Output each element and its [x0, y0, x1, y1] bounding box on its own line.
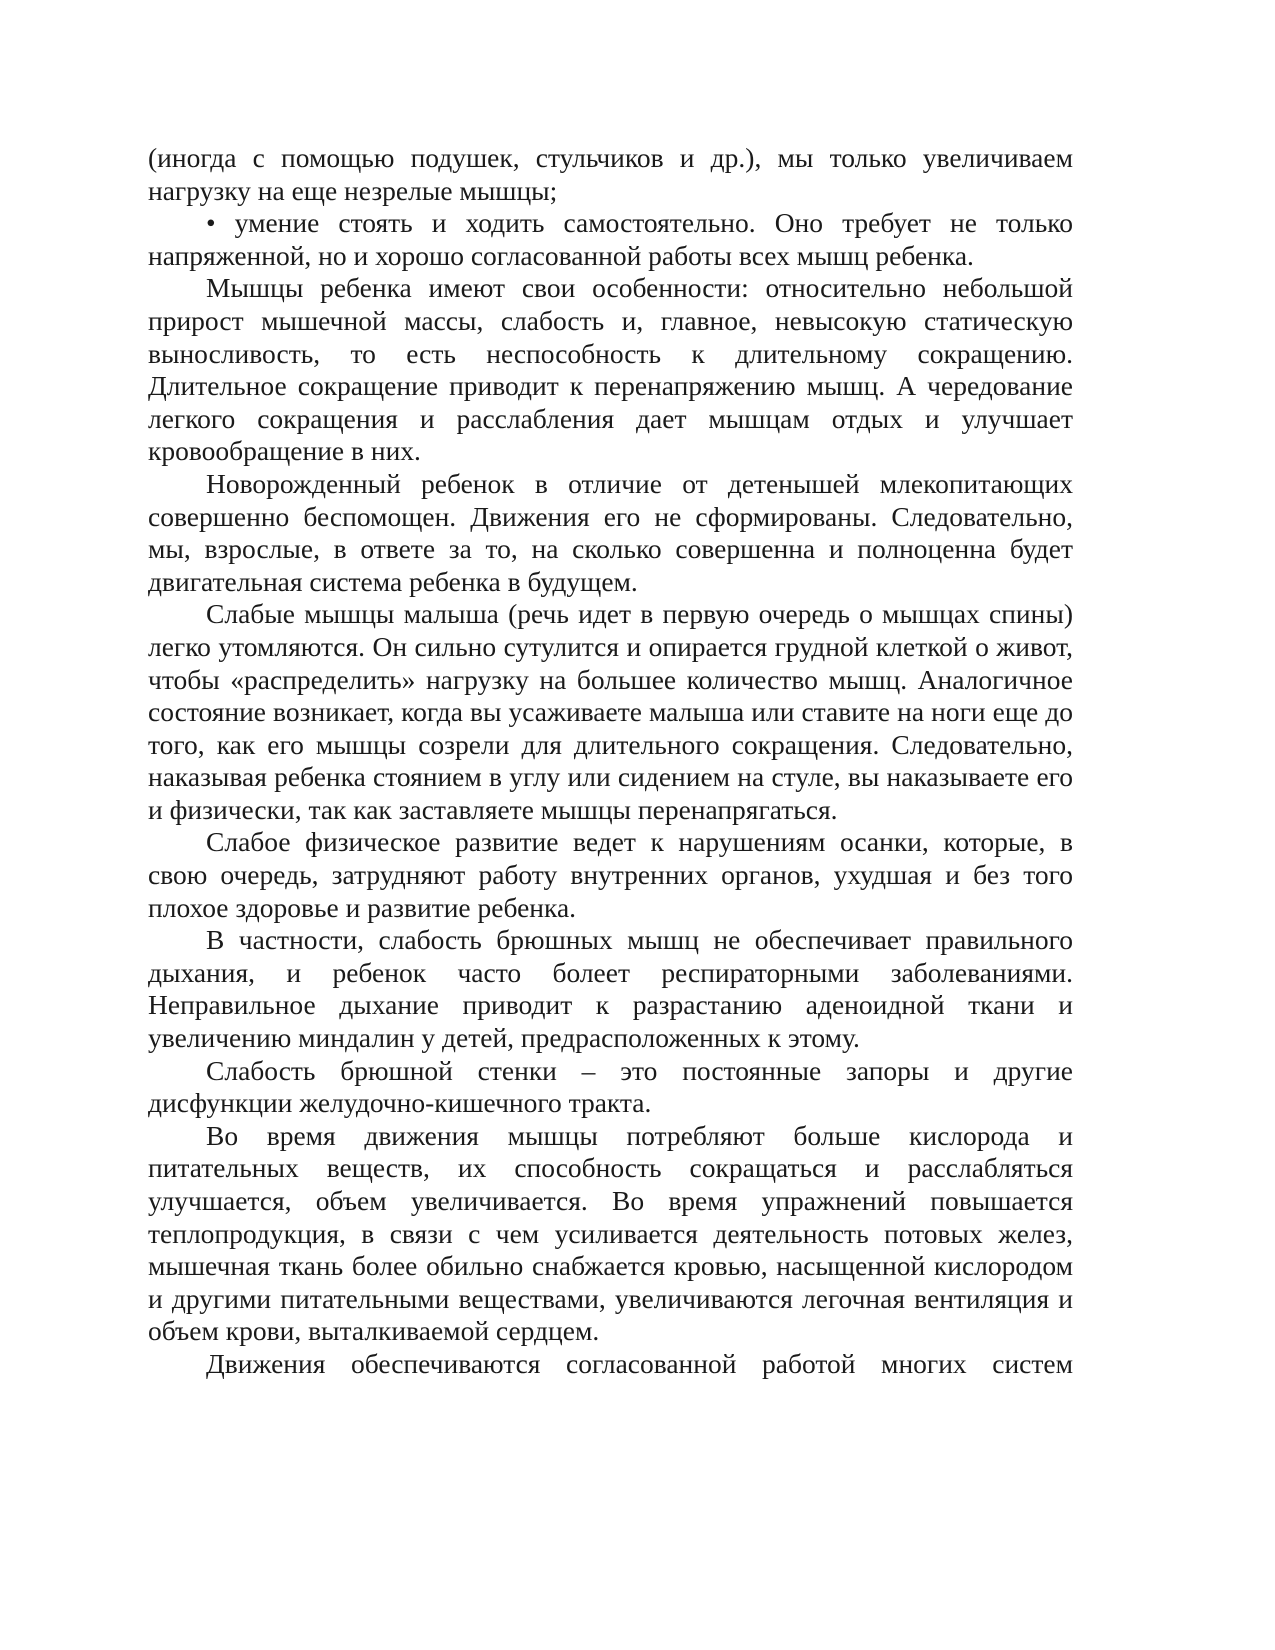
paragraph: Слабые мышцы малыша (речь идет в первую очередь о мышцах спины) легко утомляются. Он сильно сутулится и опирается грудной клеткой о живот, чтобы «распределить» нагрузку на большее количество мышц. Аналогичное состояние возникает, когда вы усаживаете малыша или ставите на ноги еще до того, как его мышцы созрели для длительного сокращения. Следовательно, наказывая ребенка стоянием в углу или сидением на стуле, вы наказываете его и физически, так как заставляете мышцы перенапрягаться. [148, 598, 1073, 825]
paragraph: Слабое физическое развитие ведет к нарушениям осанки, которые, в свою очередь, затрудняют работу внутренних органов, ухудшая и без того плохое здоровье и развитие ребенка. [148, 826, 1073, 923]
paragraph-continuation: (иногда с помощью подушек, стульчиков и др.), мы только увеличиваем нагрузку на еще незрелые мышцы; [148, 142, 1073, 206]
paragraph: В частности, слабость брюшных мышц не обеспечивает правильного дыхания, и ребенок часто болеет респираторными заболеваниями. Неправильное дыхание приводит к разрастанию аденоидной ткани и увеличению миндалин у детей, предрасположенных к этому. [148, 924, 1073, 1054]
bullet-paragraph: • умение стоять и ходить самостоятельно. Оно требует не только напряженной, но и хорошо согласованной работы всех мышц ребенка. [148, 207, 1073, 271]
paragraph: Мышцы ребенка имеют свои особенности: относительно небольшой прирост мышечной массы, слабость и, главное, невысокую статическую выносливость, то есть неспособность к длительному сокращению. Длительное сокращение приводит к перенапряжению мышц. А чередование легкого сокращения и расслабления дает мышцам отдых и улучшает кровообращение в них. [148, 272, 1073, 467]
document-page [148, 142, 1073, 1592]
paragraph: Слабость брюшной стенки – это постоянные запоры и другие дисфункции желудочно-кишечного тракта. [148, 1054, 1073, 1119]
paragraph-truncated: Движения обеспечиваются согласованной работой многих систем [206, 1347, 1073, 1379]
paragraph: Новорожденный ребенок в отличие от детенышей млекопитающих совершенно беспомощен. Движения его не сформированы. Следовательно, мы, взрослые, в ответе за то, на сколько совершенна и полноценна будет двигательная система ребенка в будущем. [148, 467, 1073, 597]
paragraph: Во время движения мышцы потребляют больше кислорода и питательных веществ, их способность сокращаться и расслабляться улучшается, объем увеличивается. Во время упражнений повышается теплопродукция, в связи с чем усиливается деятельность потовых желез, мышечная ткань более обильно снабжается кровью, насыщенной кислородом и другими питательными веществами, увеличиваются легочная вентиляция и объем крови, выталкиваемой сердцем. [148, 1119, 1073, 1347]
